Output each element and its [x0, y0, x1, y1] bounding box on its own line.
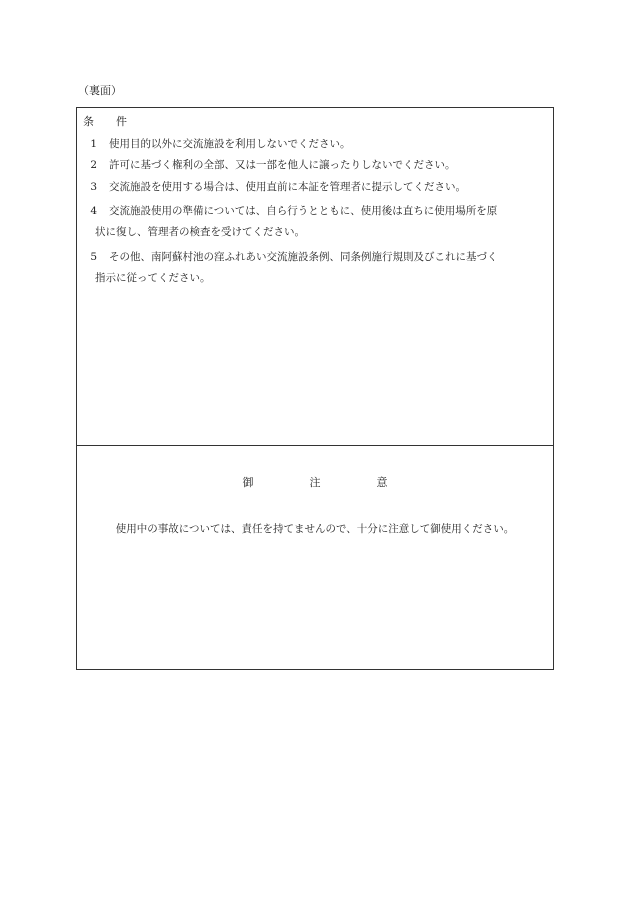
- condition-text-continued: 状に復し、管理者の検査を受けてください。: [95, 226, 305, 238]
- caution-heading-char: 御: [242, 476, 254, 489]
- condition-item: [83, 247, 551, 289]
- condition-text: 交流施設を使用する場合は、使用直前に本証を管理者に提示してください。: [109, 181, 466, 193]
- condition-text-continued: 指示に従ってください。: [95, 272, 211, 284]
- conditions-section: [77, 108, 553, 446]
- condition-item: [83, 177, 551, 198]
- condition-item: [83, 155, 551, 176]
- permit-back-form: [76, 107, 554, 670]
- condition-number: 3: [90, 181, 97, 193]
- condition-text: 交流施設使用の準備については、自ら行うとともに、使用後は直ちに使用場所を原: [109, 205, 498, 217]
- caution-text: 使用中の事故については、責任を持てませんので、十分に注意して御使用ください。: [115, 523, 515, 535]
- caution-heading-char: 意: [376, 476, 388, 489]
- condition-number: 5: [90, 251, 97, 263]
- conditions-heading-char: 条: [83, 115, 94, 128]
- conditions-heading: [83, 115, 127, 129]
- condition-number: 4: [90, 205, 97, 217]
- condition-number: 1: [90, 138, 97, 150]
- condition-item: [83, 201, 551, 243]
- caution-heading: [77, 476, 553, 490]
- condition-number: 2: [90, 159, 97, 171]
- condition-text: 許可に基づく権利の全部、又は一部を他人に譲ったりしないでください。: [109, 159, 456, 171]
- conditions-heading-char: 件: [116, 115, 127, 128]
- condition-text: 使用目的以外に交流施設を利用しないでください。: [109, 138, 351, 150]
- condition-text: その他、南阿蘇村池の窪ふれあい交流施設条例、同条例施行規則及びこれに基づく: [109, 251, 498, 263]
- caution-heading-char: 注: [309, 476, 321, 489]
- condition-item: [83, 134, 551, 155]
- page-side-label: （裏面）: [78, 84, 122, 97]
- caution-section: [77, 446, 553, 670]
